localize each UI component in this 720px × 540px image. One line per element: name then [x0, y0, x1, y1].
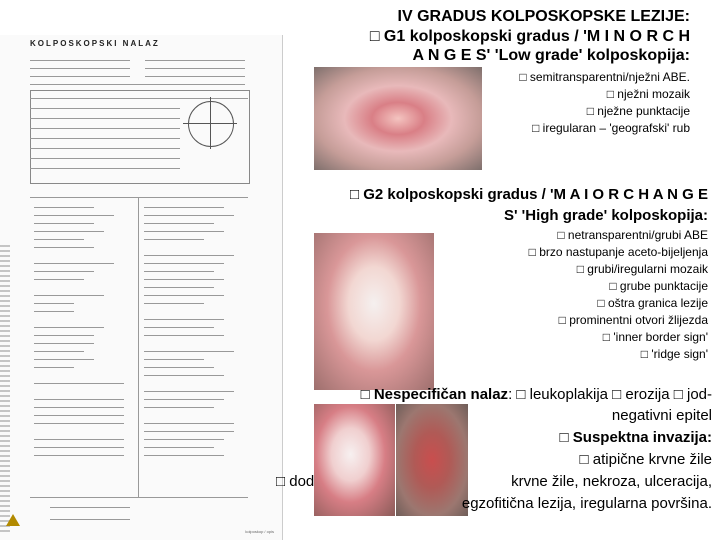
form-item-line	[34, 223, 94, 224]
form-item-line	[144, 239, 204, 240]
form-side-strip	[0, 245, 10, 535]
colposcopy-photo-g2	[314, 233, 434, 390]
slide-heading: IV GRADUS KOLPOSKOPSKE LEZIJE:	[397, 8, 690, 25]
form-field-line	[30, 128, 180, 129]
invasion-item: □ atipične krvne žile	[579, 451, 712, 468]
form-item-line	[34, 327, 104, 328]
form-item-line	[34, 271, 94, 272]
g2-item: □ grube punktacije	[609, 279, 708, 293]
g2-item: □ prominentni otvori žlijezda	[558, 313, 708, 327]
nonspecific-line1	[361, 386, 712, 403]
g2-item: □ netransparentni/grubi ABE	[557, 228, 708, 242]
form-field-line	[145, 68, 245, 69]
form-item-line	[34, 303, 74, 304]
form-item-line	[144, 399, 224, 400]
form-column-divider	[138, 197, 139, 497]
nonspecific-label: □ Nespecifičan nalaz	[360, 386, 509, 403]
diagram-crosshair	[210, 97, 211, 149]
form-item-line	[34, 343, 94, 344]
form-item-line	[34, 423, 124, 424]
form-item-line	[144, 223, 214, 224]
form-item-line	[144, 279, 224, 280]
form-item-line	[34, 407, 124, 408]
cervix-diagram-circle	[188, 101, 234, 147]
g2-item: □ 'ridge sign'	[640, 347, 708, 361]
colposcopy-photo-g1	[314, 67, 482, 170]
form-item-line	[144, 375, 224, 376]
g2-title-line1: □ G2 kolposkopski gradus / 'M A I O R C H A N G E	[350, 186, 708, 203]
form-item-line	[144, 263, 224, 264]
chevron-logo-icon	[6, 514, 20, 526]
form-item-line	[144, 335, 224, 336]
form-item-line	[144, 327, 214, 328]
invasion-line3: egzofitična lezija, iregularna površina.	[461, 495, 712, 512]
form-item-line	[144, 455, 224, 456]
form-field-line	[145, 60, 245, 61]
form-field-line	[30, 108, 180, 109]
form-item-line	[144, 207, 224, 208]
form-item-line	[144, 303, 204, 304]
form-item-line	[144, 447, 214, 448]
g1-title-line2: A N G E S' 'Low grade' kolposkopija:	[412, 47, 690, 64]
form-field-line	[30, 76, 130, 77]
form-item-line	[144, 319, 224, 320]
g2-item: □ oštra granica lezije	[597, 296, 708, 310]
form-item-line	[34, 447, 124, 448]
form-item-line	[34, 455, 124, 456]
invasion-line2-start: □ dod	[276, 473, 315, 490]
form-signature-line	[50, 507, 130, 508]
g1-item: □ iregularan – 'geografski' rub	[532, 121, 690, 135]
form-item-line	[34, 351, 84, 352]
form-signature-line	[50, 519, 130, 520]
form-section-divider	[30, 197, 248, 198]
invasion-line2-end: krvne žile, nekroza, ulceracija,	[511, 473, 712, 490]
form-field-line	[30, 118, 180, 119]
form-field-line	[145, 76, 245, 77]
form-item-line	[34, 399, 124, 400]
form-field-line	[30, 138, 180, 139]
nonspecific-items: : □ leukoplakija □ erozija □ jod-	[508, 386, 712, 403]
g2-item: □ grubi/iregularni mozaik	[576, 262, 708, 276]
form-item-line	[144, 271, 214, 272]
form-item-line	[34, 295, 104, 296]
form-item-line	[34, 367, 74, 368]
form-item-line	[34, 263, 114, 264]
form-item-line	[34, 335, 94, 336]
form-field-line	[30, 68, 130, 69]
colposcopy-photo-invasion-2	[396, 404, 468, 516]
form-item-line	[34, 415, 124, 416]
g1-item: □ nježne punktacije	[586, 104, 690, 118]
form-item-line	[34, 279, 84, 280]
form-title: KOLPOSKOPSKI NALAZ	[30, 39, 160, 48]
form-item-line	[34, 247, 94, 248]
form-item-line	[144, 255, 234, 256]
g1-item: □ semitransparentni/nježni ABE.	[519, 70, 690, 84]
form-item-line	[144, 295, 224, 296]
form-field-line	[30, 60, 130, 61]
form-item-line	[144, 215, 234, 216]
g2-item: □ 'inner border sign'	[602, 330, 708, 344]
form-item-line	[144, 231, 224, 232]
form-item-line	[34, 383, 124, 384]
form-item-line	[144, 359, 204, 360]
form-item-line	[34, 207, 94, 208]
form-item-line	[34, 311, 74, 312]
form-field-line	[30, 84, 245, 85]
g2-title-line2: S' 'High grade' kolposkopija:	[503, 207, 708, 224]
colposcopy-photo-invasion-1	[314, 404, 395, 516]
form-item-line	[144, 287, 214, 288]
form-item-line	[144, 407, 214, 408]
form-footer: kolposkop / opis	[245, 529, 274, 534]
form-item-line	[144, 439, 224, 440]
form-item-line	[144, 423, 234, 424]
form-section-divider	[30, 497, 248, 498]
form-item-line	[144, 367, 214, 368]
form-item-line	[34, 231, 104, 232]
form-field-line	[30, 168, 180, 169]
g1-item: □ nježni mozaik	[606, 87, 690, 101]
nonspecific-line2: negativni epitel	[611, 407, 712, 424]
form-item-line	[34, 359, 94, 360]
form-item-line	[34, 239, 84, 240]
form-item-line	[34, 215, 114, 216]
colposcopy-form	[0, 35, 283, 540]
form-field-line	[30, 148, 180, 149]
g2-item: □ brzo nastupanje aceto-bijeljenja	[528, 245, 708, 259]
form-item-line	[144, 431, 234, 432]
g1-title-line1: □ G1 kolposkopski gradus / 'M I N O R C H	[369, 28, 690, 45]
form-item-line	[144, 351, 234, 352]
form-field-line	[30, 98, 248, 99]
form-field-line	[30, 158, 180, 159]
invasion-label: □ Suspektna invazija:	[559, 429, 712, 446]
form-item-line	[34, 439, 124, 440]
form-item-line	[144, 391, 234, 392]
